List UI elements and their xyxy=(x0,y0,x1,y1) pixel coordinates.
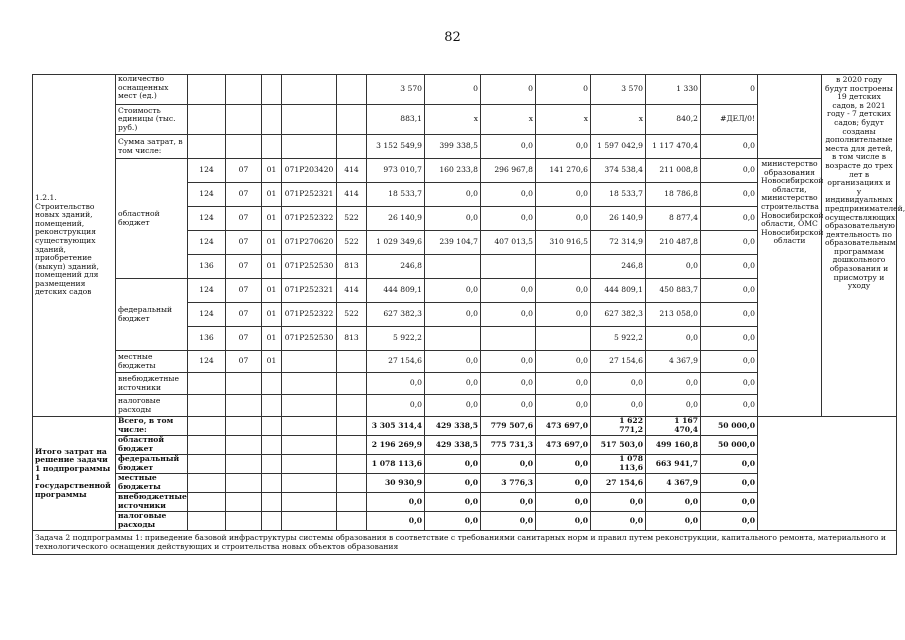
value-cell: 883,1 xyxy=(367,105,425,135)
code-cell: 071P252322 xyxy=(282,207,337,231)
code-cell xyxy=(226,135,262,159)
code-cell: 136 xyxy=(188,327,226,351)
code-cell: 07 xyxy=(226,303,262,327)
code-cell xyxy=(337,474,367,493)
executors-note: министерство образования Новосибирской области, министерство строительства Новосибирской области, ОМС Новосибирской области xyxy=(758,159,822,417)
value-cell: 5 922,2 xyxy=(367,327,425,351)
code-cell: 071P252321 xyxy=(282,279,337,303)
value-cell: 0,0 xyxy=(646,255,701,279)
value-cell: 0,0 xyxy=(536,474,591,493)
budget-table xyxy=(32,74,905,555)
code-cell xyxy=(226,373,262,395)
code-cell: 07 xyxy=(226,231,262,255)
value-cell xyxy=(481,255,536,279)
value-cell: 1 597 042,9 xyxy=(591,135,646,159)
value-cell: 0,0 xyxy=(425,279,481,303)
value-cell: 0,0 xyxy=(646,395,701,417)
row-label: Сумма затрат, в том числе: xyxy=(116,135,188,159)
code-cell: 813 xyxy=(337,255,367,279)
value-cell: 3 305 314,4 xyxy=(367,417,425,436)
code-cell xyxy=(226,436,262,455)
value-cell: 18 786,8 xyxy=(646,183,701,207)
task-note: Задача 2 подпрограммы 1: приведение базовой инфраструктуры системы образования в соответствие с требованиями санитарных норм и правил путем реконструкции, капитального ремонта, материального и технологического оснащения действующих и строительства новых объектов образования xyxy=(33,531,897,555)
source-label: областной бюджет xyxy=(116,159,188,279)
value-cell: 0,0 xyxy=(481,303,536,327)
code-cell xyxy=(262,105,282,135)
value-cell: 0,0 xyxy=(536,493,591,512)
code-cell xyxy=(337,105,367,135)
code-cell xyxy=(262,417,282,436)
code-cell: 136 xyxy=(188,255,226,279)
code-cell: 01 xyxy=(262,207,282,231)
value-cell: 27 154,6 xyxy=(591,351,646,373)
value-cell: 0,0 xyxy=(536,135,591,159)
value-cell: 0 xyxy=(425,75,481,105)
code-cell xyxy=(337,493,367,512)
table-row xyxy=(33,531,897,555)
value-cell: 0,0 xyxy=(701,512,758,531)
code-cell: 07 xyxy=(226,255,262,279)
value-cell: 0,0 xyxy=(701,135,758,159)
value-cell: 0,0 xyxy=(701,493,758,512)
value-cell: 0,0 xyxy=(591,512,646,531)
value-cell: 444 809,1 xyxy=(591,279,646,303)
value-cell: x xyxy=(425,105,481,135)
code-cell xyxy=(188,493,226,512)
value-cell: 211 008,8 xyxy=(646,159,701,183)
value-cell: 0,0 xyxy=(425,351,481,373)
value-cell: 0,0 xyxy=(536,303,591,327)
code-cell: 01 xyxy=(262,327,282,351)
value-cell xyxy=(425,255,481,279)
code-cell xyxy=(282,395,337,417)
value-cell: 0,0 xyxy=(425,373,481,395)
code-cell xyxy=(282,417,337,436)
value-cell: 0,0 xyxy=(481,351,536,373)
value-cell xyxy=(536,255,591,279)
code-cell xyxy=(188,105,226,135)
value-cell: 26 140,9 xyxy=(591,207,646,231)
value-cell: 0,0 xyxy=(425,207,481,231)
value-cell: 0,0 xyxy=(481,279,536,303)
value-cell: 0,0 xyxy=(367,373,425,395)
value-cell: 0,0 xyxy=(367,512,425,531)
value-cell: 0,0 xyxy=(646,512,701,531)
value-cell: #ДЕЛ/0! xyxy=(701,105,758,135)
value-cell: 213 058,0 xyxy=(646,303,701,327)
code-cell xyxy=(282,474,337,493)
value-cell: 0,0 xyxy=(481,512,536,531)
value-cell: 0 xyxy=(536,75,591,105)
code-cell: 07 xyxy=(226,327,262,351)
code-cell: 01 xyxy=(262,279,282,303)
value-cell: 0,0 xyxy=(591,493,646,512)
value-cell: 3 570 xyxy=(591,75,646,105)
value-cell: 0,0 xyxy=(536,395,591,417)
value-cell: 26 140,9 xyxy=(367,207,425,231)
table-row xyxy=(33,159,897,183)
code-cell xyxy=(188,474,226,493)
value-cell: 141 270,6 xyxy=(536,159,591,183)
code-cell xyxy=(188,512,226,531)
code-cell xyxy=(188,417,226,436)
value-cell: x xyxy=(481,105,536,135)
row-label: количество оснащенных мест (ед.) xyxy=(116,75,188,105)
code-cell xyxy=(282,351,337,373)
value-cell: 4 367,9 xyxy=(646,474,701,493)
code-cell: 071P252321 xyxy=(282,183,337,207)
code-cell xyxy=(262,135,282,159)
value-cell: 0 xyxy=(481,75,536,105)
value-cell: 1 117 470,4 xyxy=(646,135,701,159)
value-cell: 0,0 xyxy=(536,279,591,303)
value-cell: 0,0 xyxy=(536,351,591,373)
value-cell: 0,0 xyxy=(701,474,758,493)
total-row-label: Всего, в том числе: xyxy=(116,417,188,436)
code-cell: 07 xyxy=(226,351,262,373)
code-cell: 071P252322 xyxy=(282,303,337,327)
code-cell: 01 xyxy=(262,183,282,207)
code-cell xyxy=(282,436,337,455)
value-cell: 3 570 xyxy=(367,75,425,105)
source-label: внебюджетные источники xyxy=(116,373,188,395)
value-cell: 2 196 269,9 xyxy=(367,436,425,455)
value-cell: 627 382,3 xyxy=(367,303,425,327)
value-cell: 0,0 xyxy=(481,373,536,395)
value-cell: 8 877,4 xyxy=(646,207,701,231)
value-cell: 0,0 xyxy=(425,455,481,474)
row-label: Стоимость единицы (тыс. руб.) xyxy=(116,105,188,135)
code-cell xyxy=(337,75,367,105)
value-cell: 0,0 xyxy=(367,395,425,417)
value-cell: 973 010,7 xyxy=(367,159,425,183)
source-label: федеральный бюджет xyxy=(116,279,188,351)
value-cell: 429 338,5 xyxy=(425,436,481,455)
value-cell: 0,0 xyxy=(481,207,536,231)
code-cell: 124 xyxy=(188,207,226,231)
value-cell: 473 697,0 xyxy=(536,436,591,455)
code-cell xyxy=(188,395,226,417)
code-cell xyxy=(282,512,337,531)
empty-cell xyxy=(758,75,822,159)
code-cell: 01 xyxy=(262,159,282,183)
code-cell xyxy=(226,75,262,105)
code-cell xyxy=(262,455,282,474)
code-cell: 414 xyxy=(337,279,367,303)
value-cell: 18 533,7 xyxy=(591,183,646,207)
code-cell xyxy=(282,135,337,159)
code-cell xyxy=(226,493,262,512)
value-cell: 0,0 xyxy=(425,474,481,493)
code-cell: 124 xyxy=(188,183,226,207)
total-row-label: областной бюджет xyxy=(116,436,188,455)
value-cell: 0,0 xyxy=(425,395,481,417)
code-cell xyxy=(282,105,337,135)
value-cell: 779 507,6 xyxy=(481,417,536,436)
total-row-label: местные бюджеты xyxy=(116,474,188,493)
code-cell: 071P252530 xyxy=(282,327,337,351)
value-cell: 0,0 xyxy=(367,493,425,512)
page-number: 82 xyxy=(444,30,461,45)
value-cell: 0,0 xyxy=(481,395,536,417)
code-cell xyxy=(226,455,262,474)
code-cell xyxy=(337,512,367,531)
value-cell: 0,0 xyxy=(701,351,758,373)
value-cell: 246,8 xyxy=(367,255,425,279)
code-cell: 124 xyxy=(188,303,226,327)
code-cell: 071P203420 xyxy=(282,159,337,183)
value-cell: 3 776,3 xyxy=(481,474,536,493)
code-cell: 124 xyxy=(188,351,226,373)
value-cell: 444 809,1 xyxy=(367,279,425,303)
value-cell: 310 916,5 xyxy=(536,231,591,255)
code-cell xyxy=(262,493,282,512)
value-cell xyxy=(481,327,536,351)
code-cell xyxy=(337,135,367,159)
value-cell: 627 382,3 xyxy=(591,303,646,327)
value-cell: 18 533,7 xyxy=(367,183,425,207)
value-cell: 1 167 470,4 xyxy=(646,417,701,436)
total-row-label: федеральный бюджет xyxy=(116,455,188,474)
value-cell: 0,0 xyxy=(536,455,591,474)
code-cell: 522 xyxy=(337,303,367,327)
value-cell: 72 314,9 xyxy=(591,231,646,255)
table-row xyxy=(33,417,897,436)
code-cell: 124 xyxy=(188,279,226,303)
value-cell: 663 941,7 xyxy=(646,455,701,474)
code-cell xyxy=(226,474,262,493)
value-cell: 160 233,8 xyxy=(425,159,481,183)
value-cell: 0,0 xyxy=(425,303,481,327)
value-cell: x xyxy=(536,105,591,135)
value-cell: 0,0 xyxy=(646,373,701,395)
code-cell: 07 xyxy=(226,183,262,207)
code-cell xyxy=(337,373,367,395)
value-cell: 473 697,0 xyxy=(536,417,591,436)
total-label: Итого затрат на решение задачи 1 подпрограммы 1 государственной программы xyxy=(33,417,116,531)
measure-name-cell: 1.2.1. Строительство новых зданий, помещений, реконструкция существующих зданий, приобретение (выкуп) зданий, помещений для размещения детских садов xyxy=(33,75,116,417)
source-label: местные бюджеты xyxy=(116,351,188,373)
value-cell xyxy=(536,327,591,351)
code-cell xyxy=(282,75,337,105)
value-cell: 210 487,8 xyxy=(646,231,701,255)
table-row xyxy=(33,75,897,105)
code-cell xyxy=(337,436,367,455)
code-cell xyxy=(337,395,367,417)
value-cell: 0,0 xyxy=(425,183,481,207)
code-cell xyxy=(188,75,226,105)
value-cell: 0,0 xyxy=(701,395,758,417)
empty-cell xyxy=(758,417,897,531)
value-cell: 840,2 xyxy=(646,105,701,135)
value-cell: 0,0 xyxy=(591,395,646,417)
value-cell: x xyxy=(591,105,646,135)
code-cell xyxy=(282,455,337,474)
value-cell: 0,0 xyxy=(591,373,646,395)
value-cell xyxy=(425,327,481,351)
code-cell: 07 xyxy=(226,279,262,303)
code-cell xyxy=(188,135,226,159)
code-cell xyxy=(188,373,226,395)
value-cell: 4 367,9 xyxy=(646,351,701,373)
value-cell: 407 013,5 xyxy=(481,231,536,255)
value-cell: 1 622 771,2 xyxy=(591,417,646,436)
value-cell: 374 538,4 xyxy=(591,159,646,183)
value-cell: 246,8 xyxy=(591,255,646,279)
value-cell: 0,0 xyxy=(425,493,481,512)
value-cell: 239 104,7 xyxy=(425,231,481,255)
value-cell: 30 930,9 xyxy=(367,474,425,493)
value-cell: 517 503,0 xyxy=(591,436,646,455)
code-cell: 522 xyxy=(337,207,367,231)
value-cell: 0,0 xyxy=(646,493,701,512)
value-cell: 450 883,7 xyxy=(646,279,701,303)
code-cell xyxy=(226,105,262,135)
code-cell xyxy=(262,395,282,417)
value-cell: 775 731,3 xyxy=(481,436,536,455)
value-cell: 0,0 xyxy=(481,135,536,159)
value-cell: 5 922,2 xyxy=(591,327,646,351)
value-cell: 0,0 xyxy=(536,373,591,395)
code-cell: 01 xyxy=(262,231,282,255)
source-label: налоговые расходы xyxy=(116,395,188,417)
value-cell: 0,0 xyxy=(481,493,536,512)
code-cell: 01 xyxy=(262,303,282,327)
code-cell xyxy=(226,417,262,436)
value-cell: 0,0 xyxy=(701,327,758,351)
code-cell: 071P270620 xyxy=(282,231,337,255)
value-cell: 0,0 xyxy=(701,279,758,303)
code-cell: 813 xyxy=(337,327,367,351)
value-cell: 0,0 xyxy=(425,512,481,531)
value-cell: 27 154,6 xyxy=(591,474,646,493)
value-cell: 0,0 xyxy=(701,183,758,207)
value-cell: 0,0 xyxy=(701,455,758,474)
value-cell: 1 078 113,6 xyxy=(591,455,646,474)
code-cell xyxy=(226,512,262,531)
value-cell: 0,0 xyxy=(481,455,536,474)
value-cell: 296 967,8 xyxy=(481,159,536,183)
code-cell xyxy=(282,373,337,395)
code-cell: 01 xyxy=(262,255,282,279)
code-cell xyxy=(282,493,337,512)
value-cell: 0,0 xyxy=(701,373,758,395)
value-cell: 0,0 xyxy=(701,159,758,183)
code-cell: 071P252530 xyxy=(282,255,337,279)
value-cell: 0,0 xyxy=(701,303,758,327)
value-cell: 0,0 xyxy=(701,255,758,279)
value-cell: 1 029 349,6 xyxy=(367,231,425,255)
value-cell: 0,0 xyxy=(701,207,758,231)
code-cell: 414 xyxy=(337,159,367,183)
code-cell: 124 xyxy=(188,159,226,183)
code-cell: 01 xyxy=(262,351,282,373)
value-cell: 0,0 xyxy=(646,327,701,351)
value-cell: 1 330 xyxy=(646,75,701,105)
code-cell xyxy=(262,75,282,105)
value-cell: 27 154,6 xyxy=(367,351,425,373)
code-cell xyxy=(188,455,226,474)
code-cell: 07 xyxy=(226,207,262,231)
total-row-label: внебюджетные источники xyxy=(116,493,188,512)
value-cell: 399 338,5 xyxy=(425,135,481,159)
value-cell: 0,0 xyxy=(536,512,591,531)
value-cell: 3 152 549,9 xyxy=(367,135,425,159)
code-cell: 07 xyxy=(226,159,262,183)
code-cell: 522 xyxy=(337,231,367,255)
value-cell: 0,0 xyxy=(536,207,591,231)
code-cell xyxy=(337,417,367,436)
code-cell xyxy=(337,351,367,373)
value-cell: 50 000,0 xyxy=(701,417,758,436)
value-cell: 0,0 xyxy=(701,231,758,255)
value-cell: 0,0 xyxy=(481,183,536,207)
code-cell xyxy=(188,436,226,455)
value-cell: 0 xyxy=(701,75,758,105)
code-cell xyxy=(337,455,367,474)
result-note: в 2020 году будут построены 19 детских садов, в 2021 году - 7 детских садов; будут созданы дополнительные места для детей, в том числе в возрасте до трех лет в организациях и у индивидуальных предпринимателей, осуществляющих образовательную деятельность по образовательным программам дошкольного образования и присмотру и уходу xyxy=(822,75,897,417)
value-cell: 429 338,5 xyxy=(425,417,481,436)
value-cell: 499 160,8 xyxy=(646,436,701,455)
code-cell xyxy=(262,373,282,395)
code-cell xyxy=(262,474,282,493)
code-cell: 414 xyxy=(337,183,367,207)
value-cell: 0,0 xyxy=(536,183,591,207)
code-cell xyxy=(226,395,262,417)
code-cell xyxy=(262,436,282,455)
value-cell: 50 000,0 xyxy=(701,436,758,455)
code-cell: 124 xyxy=(188,231,226,255)
total-row-label: налоговые расходы xyxy=(116,512,188,531)
code-cell xyxy=(262,512,282,531)
value-cell: 1 078 113,6 xyxy=(367,455,425,474)
